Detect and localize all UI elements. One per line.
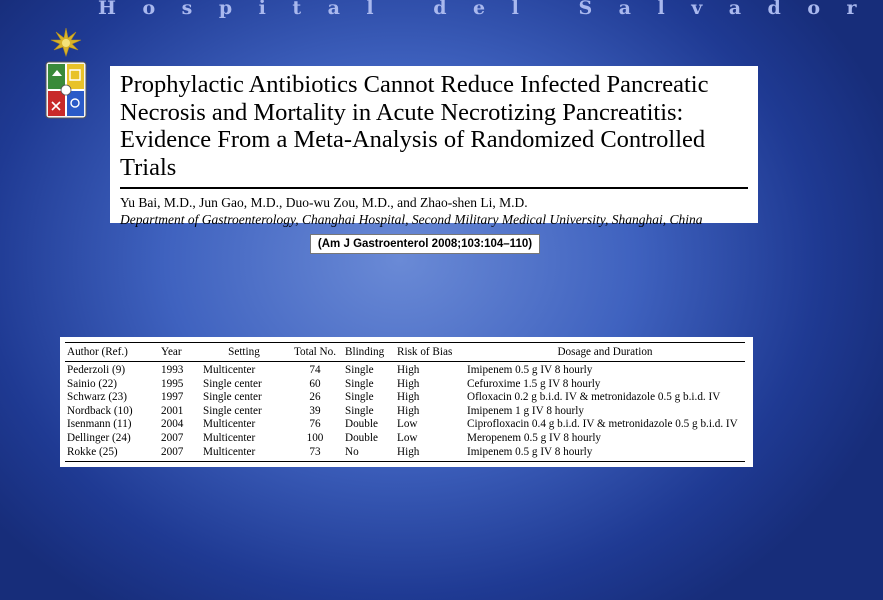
- cell-year: 2001: [161, 404, 184, 417]
- paper-authors: Yu Bai, M.D., Jun Gao, M.D., Duo-wu Zou, M.D., and Zhao-shen Li, M.D.: [120, 194, 528, 210]
- university-crest-icon: [40, 26, 92, 122]
- cell-risk: High: [397, 364, 420, 376]
- journal-citation: (Am J Gastroenterol 2008;103:104–110): [310, 234, 540, 254]
- cell-dosage: Ciprofloxacin 0.4 g b.i.d. IV & metronidazole 0.5 g b.i.d. IV: [467, 418, 738, 431]
- table-header-row: [65, 343, 745, 362]
- cell-dosage: Cefuroxime 1.5 g IV 8 hourly: [467, 377, 601, 390]
- table-row: [65, 391, 745, 405]
- header-year: Year: [161, 346, 182, 358]
- cell-year: 1993: [161, 364, 184, 376]
- cell-risk: High: [397, 445, 420, 458]
- cell-total: 74: [309, 364, 321, 376]
- table-row: [65, 432, 745, 446]
- cell-total: 60: [309, 377, 321, 390]
- cell-author: Sainio (22): [67, 377, 118, 390]
- header-dosage: Dosage and Duration: [557, 346, 653, 358]
- cell-author: Rokke (25): [67, 445, 118, 458]
- table-row: [65, 378, 745, 392]
- cell-year: 2007: [161, 431, 184, 444]
- cell-year: 1995: [161, 377, 184, 390]
- cell-setting: Multicenter: [203, 431, 256, 444]
- cell-author: Nordback (10): [67, 404, 133, 417]
- cell-author: Isenmann (11): [67, 418, 132, 431]
- cell-author: Dellinger (24): [67, 431, 131, 444]
- header-blinding: Blinding: [345, 346, 385, 358]
- cell-total: 39: [309, 404, 321, 417]
- header-setting: Setting: [228, 346, 260, 358]
- cell-risk: High: [397, 404, 420, 417]
- cell-risk: High: [397, 377, 420, 390]
- cell-total: 76: [309, 418, 321, 431]
- cell-dosage: Imipenem 0.5 g IV 8 hourly: [467, 364, 593, 376]
- cell-blinding: Single: [345, 364, 374, 376]
- cell-risk: Low: [397, 418, 418, 431]
- cell-dosage: Imipenem 0.5 g IV 8 hourly: [467, 445, 593, 458]
- header-author: Author (Ref.): [67, 346, 128, 358]
- cell-year: 2007: [161, 445, 184, 458]
- header-total: Total No.: [293, 346, 337, 358]
- cell-dosage: Imipenem 1 g IV 8 hourly: [467, 404, 584, 417]
- cell-setting: Single center: [203, 404, 262, 417]
- cell-year: 2004: [161, 418, 184, 431]
- paper-title: Prophylactic Antibiotics Cannot Reduce Infected Pancreatic Necrosis and Mortality in Acute Necrotizing Pancreatitis: Evidence From a Meta-Analysis of Randomized Controlled Trials: [120, 71, 709, 181]
- cell-risk: Low: [397, 431, 418, 444]
- cell-dosage: Ofloxacin 0.2 g b.i.d. IV & metronidazole 0.5 g b.i.d. IV: [467, 391, 721, 404]
- table-row: [65, 418, 745, 432]
- cell-blinding: Single: [345, 391, 374, 404]
- cell-total: 100: [306, 431, 324, 444]
- table-row: [65, 405, 745, 419]
- cell-blinding: Double: [345, 418, 378, 431]
- cell-dosage: Meropenem 0.5 g IV 8 hourly: [467, 431, 602, 444]
- table-row: [65, 362, 745, 378]
- cell-author: Pederzoli (9): [67, 364, 126, 376]
- cell-year: 1997: [161, 391, 184, 404]
- cell-setting: Multicenter: [203, 445, 256, 458]
- cell-setting: Single center: [203, 391, 262, 404]
- cell-setting: Single center: [203, 377, 262, 390]
- cell-author: Schwarz (23): [67, 391, 127, 404]
- cell-setting: Multicenter: [203, 418, 256, 431]
- cell-blinding: No: [345, 445, 359, 458]
- header-risk-of-bias: Risk of Bias: [397, 346, 453, 358]
- paper-header-card: [110, 66, 758, 227]
- trials-table-card: [60, 337, 753, 467]
- cell-total: 73: [309, 445, 321, 458]
- cell-risk: High: [397, 391, 420, 404]
- cell-blinding: Double: [345, 431, 378, 444]
- cell-blinding: Single: [345, 377, 374, 390]
- paper-affiliation: Department of Gastroenterology, Changhai Hospital, Second Military Medical University, Shanghai, China: [120, 211, 703, 227]
- trials-table: [65, 342, 745, 462]
- cell-total: 26: [309, 391, 321, 404]
- institution-title: Hospital del Salvador: [98, 0, 883, 19]
- table-row: [65, 446, 745, 462]
- cell-blinding: Single: [345, 404, 374, 417]
- cell-setting: Multicenter: [203, 364, 256, 376]
- title-divider: [120, 187, 748, 189]
